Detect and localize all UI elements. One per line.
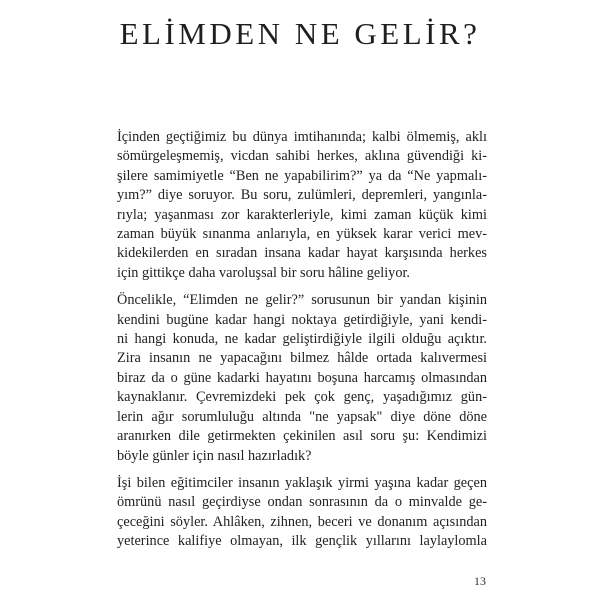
- text-line: yeterince kalifiye olmayan, ilk gençlik yıllarını laylaylomla: [117, 533, 487, 550]
- text-line: ni hangi konuda, ne kadar geliştirdiğiyle ilgili olduğu açıktır.: [117, 331, 487, 348]
- text-line: biraz da o güne kadarki hayatını boşuna harcamış olmasından: [117, 369, 487, 386]
- text-line: Zira insanın ne yapacağını bilmez hâlde ortada kalıvermesi: [117, 350, 487, 367]
- paragraph-2: [117, 291, 487, 466]
- paragraph-1: [117, 128, 487, 283]
- text-line: zaman büyük sınanma anlarıyla, en yüksek karar verici mev-: [117, 226, 487, 243]
- text-line: böyle günler için nasıl hazırladık?: [117, 447, 312, 464]
- text-line: Öncelikle, “Elimden ne gelir?” sorusunun bir yandan kişinin: [117, 292, 487, 309]
- text-line: yım?” diye soruyor. Bu soru, zulümleri, depremleri, yangınla-: [117, 187, 487, 204]
- paragraph-3: [117, 474, 487, 552]
- text-line: lerin ağır sorumluluğu altında "ne yapsak" diye döne döne: [117, 408, 487, 425]
- page-number: 13: [474, 574, 486, 588]
- text-line: sömürgeleşmemiş, vicdan sahibi herkes, aklına güvendiği ki-: [117, 148, 487, 165]
- text-line: kidekilerden en sıradan insana kadar hayat karşısında herkes: [117, 245, 487, 262]
- text-line: şilere samimiyetle “Ben ne yapabilirim?” ya da “Ne yapmalı-: [117, 167, 487, 184]
- text-line: çeceğini söyler. Ahlâken, zihnen, beceri ve donanım açısından: [117, 513, 487, 530]
- text-line: kendini bugüne kadar hangi noktaya getirdiğiyle, yani kendi-: [117, 311, 487, 328]
- chapter-title: ELİMDEN NE GELİR?: [119, 16, 481, 51]
- body-text: [117, 128, 487, 560]
- text-line: ömrünü nasıl geçirdiyse ondan sonrasının da o minvalde ge-: [117, 494, 487, 511]
- text-line: kaynaklanır. Çevremizdeki pek çok genç, yaşadığımız gün-: [117, 389, 487, 406]
- text-line: İşi bilen eğitimciler insanın yaklaşık yirmi yaşına kadar geçen: [117, 474, 487, 491]
- text-line: için gittikçe daha varoluşsal bir soru hâline geliyor.: [117, 264, 411, 281]
- text-line: aranırken dile getirmekten çekinilen asıl soru şu: Kendimizi: [117, 428, 487, 445]
- text-line: İçinden geçtiğimiz bu dünya imtihanında; kalbi ölmemiş, aklı: [117, 129, 487, 145]
- text-line: rıyla; yaşanması zor karakterleriyle, kimi zaman küçük kimi: [117, 206, 487, 223]
